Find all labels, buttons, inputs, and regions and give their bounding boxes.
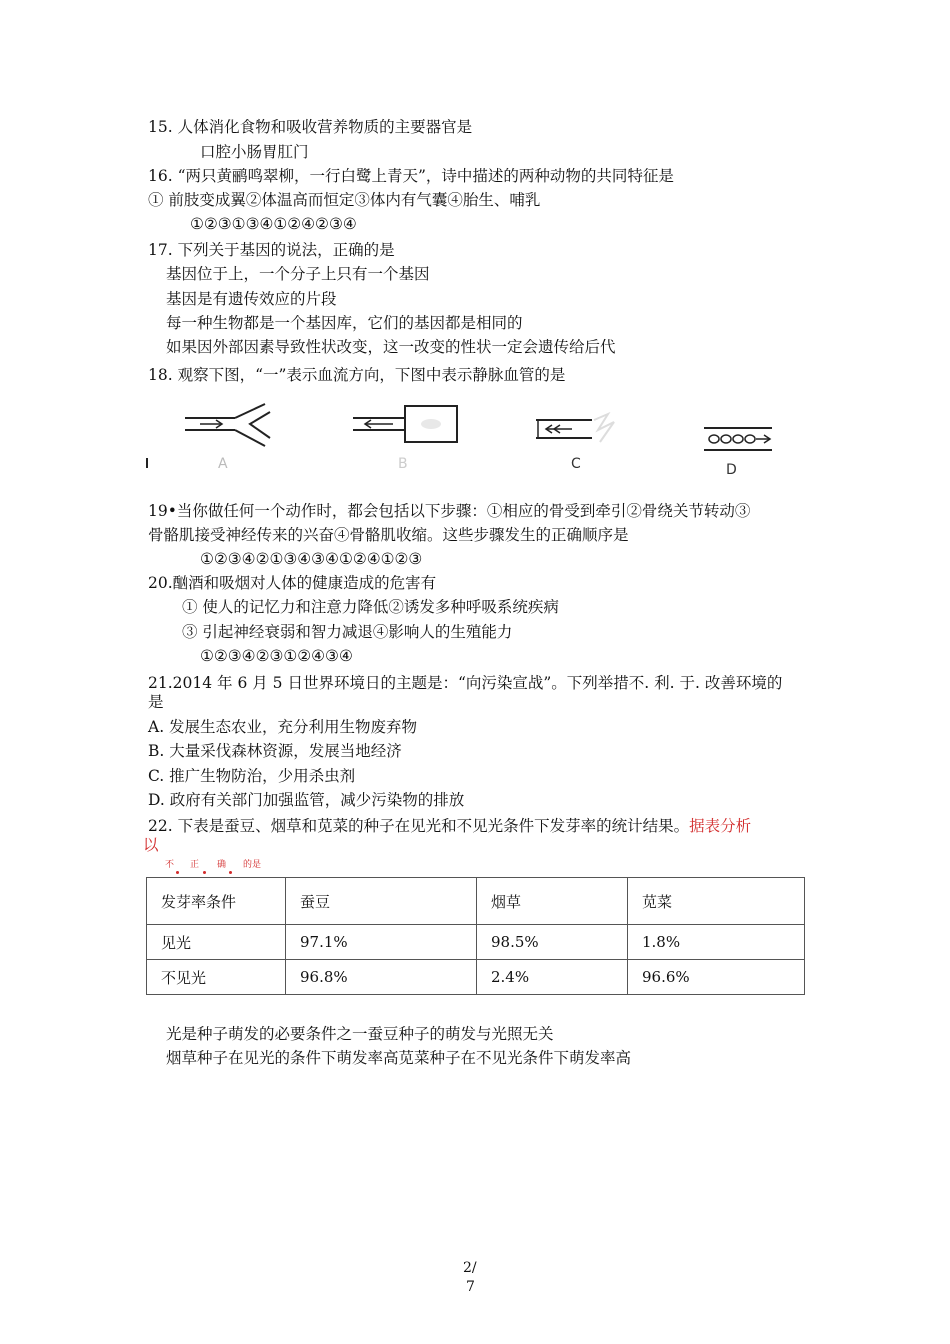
q17-option-b: 基因是有遗传效应的片段 xyxy=(166,290,337,308)
q21-option-c: C. 推广生物防治，少用杀虫剂 xyxy=(148,767,356,785)
q17-stem: 17. 下列关于基因的说法，正确的是 xyxy=(148,241,395,259)
q22-stem-red: 据表分析 xyxy=(689,817,752,835)
page-number-top: 2/ xyxy=(463,1260,477,1276)
q15-stem: 15. 人体消化食物和吸收营养物质的主要器官是 xyxy=(148,118,473,136)
label-a: A xyxy=(218,456,228,472)
q20-items-2: ③ 引起神经衰弱和智力减退④影响人的生殖能力 xyxy=(182,623,513,641)
q17-option-c: 每一种生物都是一个基因库，它们的基因都是相同的 xyxy=(166,314,523,332)
table-header-cell: 发芽率条件 xyxy=(147,878,286,925)
q17-option-d: 如果因外部因素导致性状改变，这一改变的性状一定会遗传给后代 xyxy=(166,338,616,356)
q19-stem-line2: 骨骼肌接受神经传来的兴奋④骨骼肌收缩。这些步骤发生的正确顺序是 xyxy=(148,526,629,544)
vessel-diagram-a xyxy=(140,400,290,475)
emphasis-dot xyxy=(229,871,232,874)
q22-emphasis-char-1: 不 xyxy=(165,860,175,870)
q18-stem: 18. 观察下图，“一”表示血流方向，下图中表示静脉血管的是 xyxy=(148,366,566,384)
table-header-cell: 烟草 xyxy=(477,878,628,925)
table-header-cell: 苋菜 xyxy=(628,878,805,925)
table-cell: 96.8% xyxy=(286,960,477,995)
page-number-bottom: 7 xyxy=(466,1279,475,1295)
q22-stem-text: 22. 下表是蚕豆、烟草和苋菜的种子在见光和不见光条件下发芽率的统计结果。 xyxy=(148,817,690,835)
vessel-diagram-c xyxy=(528,410,628,460)
table-cell: 97.1% xyxy=(286,925,477,960)
q20-options: ①②③④②③①②④③④ xyxy=(200,647,353,665)
emphasis-dot xyxy=(203,871,206,874)
q22-option-line1: 光是种子萌发的必要条件之一蚕豆种子的萌发与光照无关 xyxy=(166,1025,554,1043)
label-b: B xyxy=(398,456,408,472)
vessel-diagram-d xyxy=(698,420,788,460)
q22-emphasis-char-4: 的是 xyxy=(243,860,262,870)
q21-option-d: D. 政府有关部门加强监管，减少污染物的排放 xyxy=(148,791,465,809)
q21-option-b: B. 大量采伐森林资源，发展当地经济 xyxy=(148,742,402,760)
label-c: C xyxy=(571,456,581,472)
q20-items-1: ① 使人的记忆力和注意力降低②诱发多种呼吸系统疾病 xyxy=(182,598,559,616)
q21-stem-line1: 21.2014 年 6 月 5 日世界环境日的主题是：“向污染宣战”。下列举措不. 利. 于. 改善环境的 xyxy=(148,674,783,692)
table-cell: 2.4% xyxy=(477,960,628,995)
table-row xyxy=(147,960,805,995)
table-row xyxy=(147,925,805,960)
q21-option-a: A. 发展生态农业，充分利用生物废弃物 xyxy=(148,718,418,736)
emphasis-dot xyxy=(176,871,179,874)
q22-stem xyxy=(148,816,751,836)
q19-stem-line1: 19•当你做任何一个动作时，都会包括以下步骤：①相应的骨受到牵引②骨绕关节转动③ xyxy=(148,502,751,520)
table-cell: 见光 xyxy=(147,925,286,960)
q17-option-a: 基因位于上，一个分子上只有一个基因 xyxy=(166,265,430,283)
table-cell: 98.5% xyxy=(477,925,628,960)
q22-emphasis-char-2: 正 xyxy=(190,860,200,870)
germination-table xyxy=(146,877,805,995)
q22-emphasis-char-3: 确 xyxy=(217,860,227,870)
q16-options: ①②③①③④①②④②③④ xyxy=(190,215,357,233)
table-cell: 96.6% xyxy=(628,960,805,995)
table-cell: 1.8% xyxy=(628,925,805,960)
table-cell: 不见光 xyxy=(147,960,286,995)
q20-stem: 20.酗酒和吸烟对人体的健康造成的危害有 xyxy=(148,574,437,592)
q16-stem: 16. “两只黄鹂鸣翠柳，一行白鹭上青天”，诗中描述的两种动物的共同特征是 xyxy=(148,167,674,185)
table-header-cell: 蚕豆 xyxy=(286,878,477,925)
label-d: D xyxy=(726,462,737,478)
q21-stem-line2: 是 xyxy=(148,693,164,711)
q22-stem-red-continued: 以 xyxy=(143,836,159,854)
table-header-row xyxy=(147,878,805,925)
q22-option-line2: 烟草种子在见光的条件下萌发率高苋菜种子在不见光条件下萌发率高 xyxy=(166,1049,632,1067)
q19-options: ①②③④②①③④③④①②④①②③ xyxy=(200,550,423,568)
q16-items: ① 前肢变成翼②体温高而恒定③体内有气囊④胎生、哺乳 xyxy=(148,191,541,209)
q15-options: 口腔小肠胃肛门 xyxy=(200,143,309,161)
